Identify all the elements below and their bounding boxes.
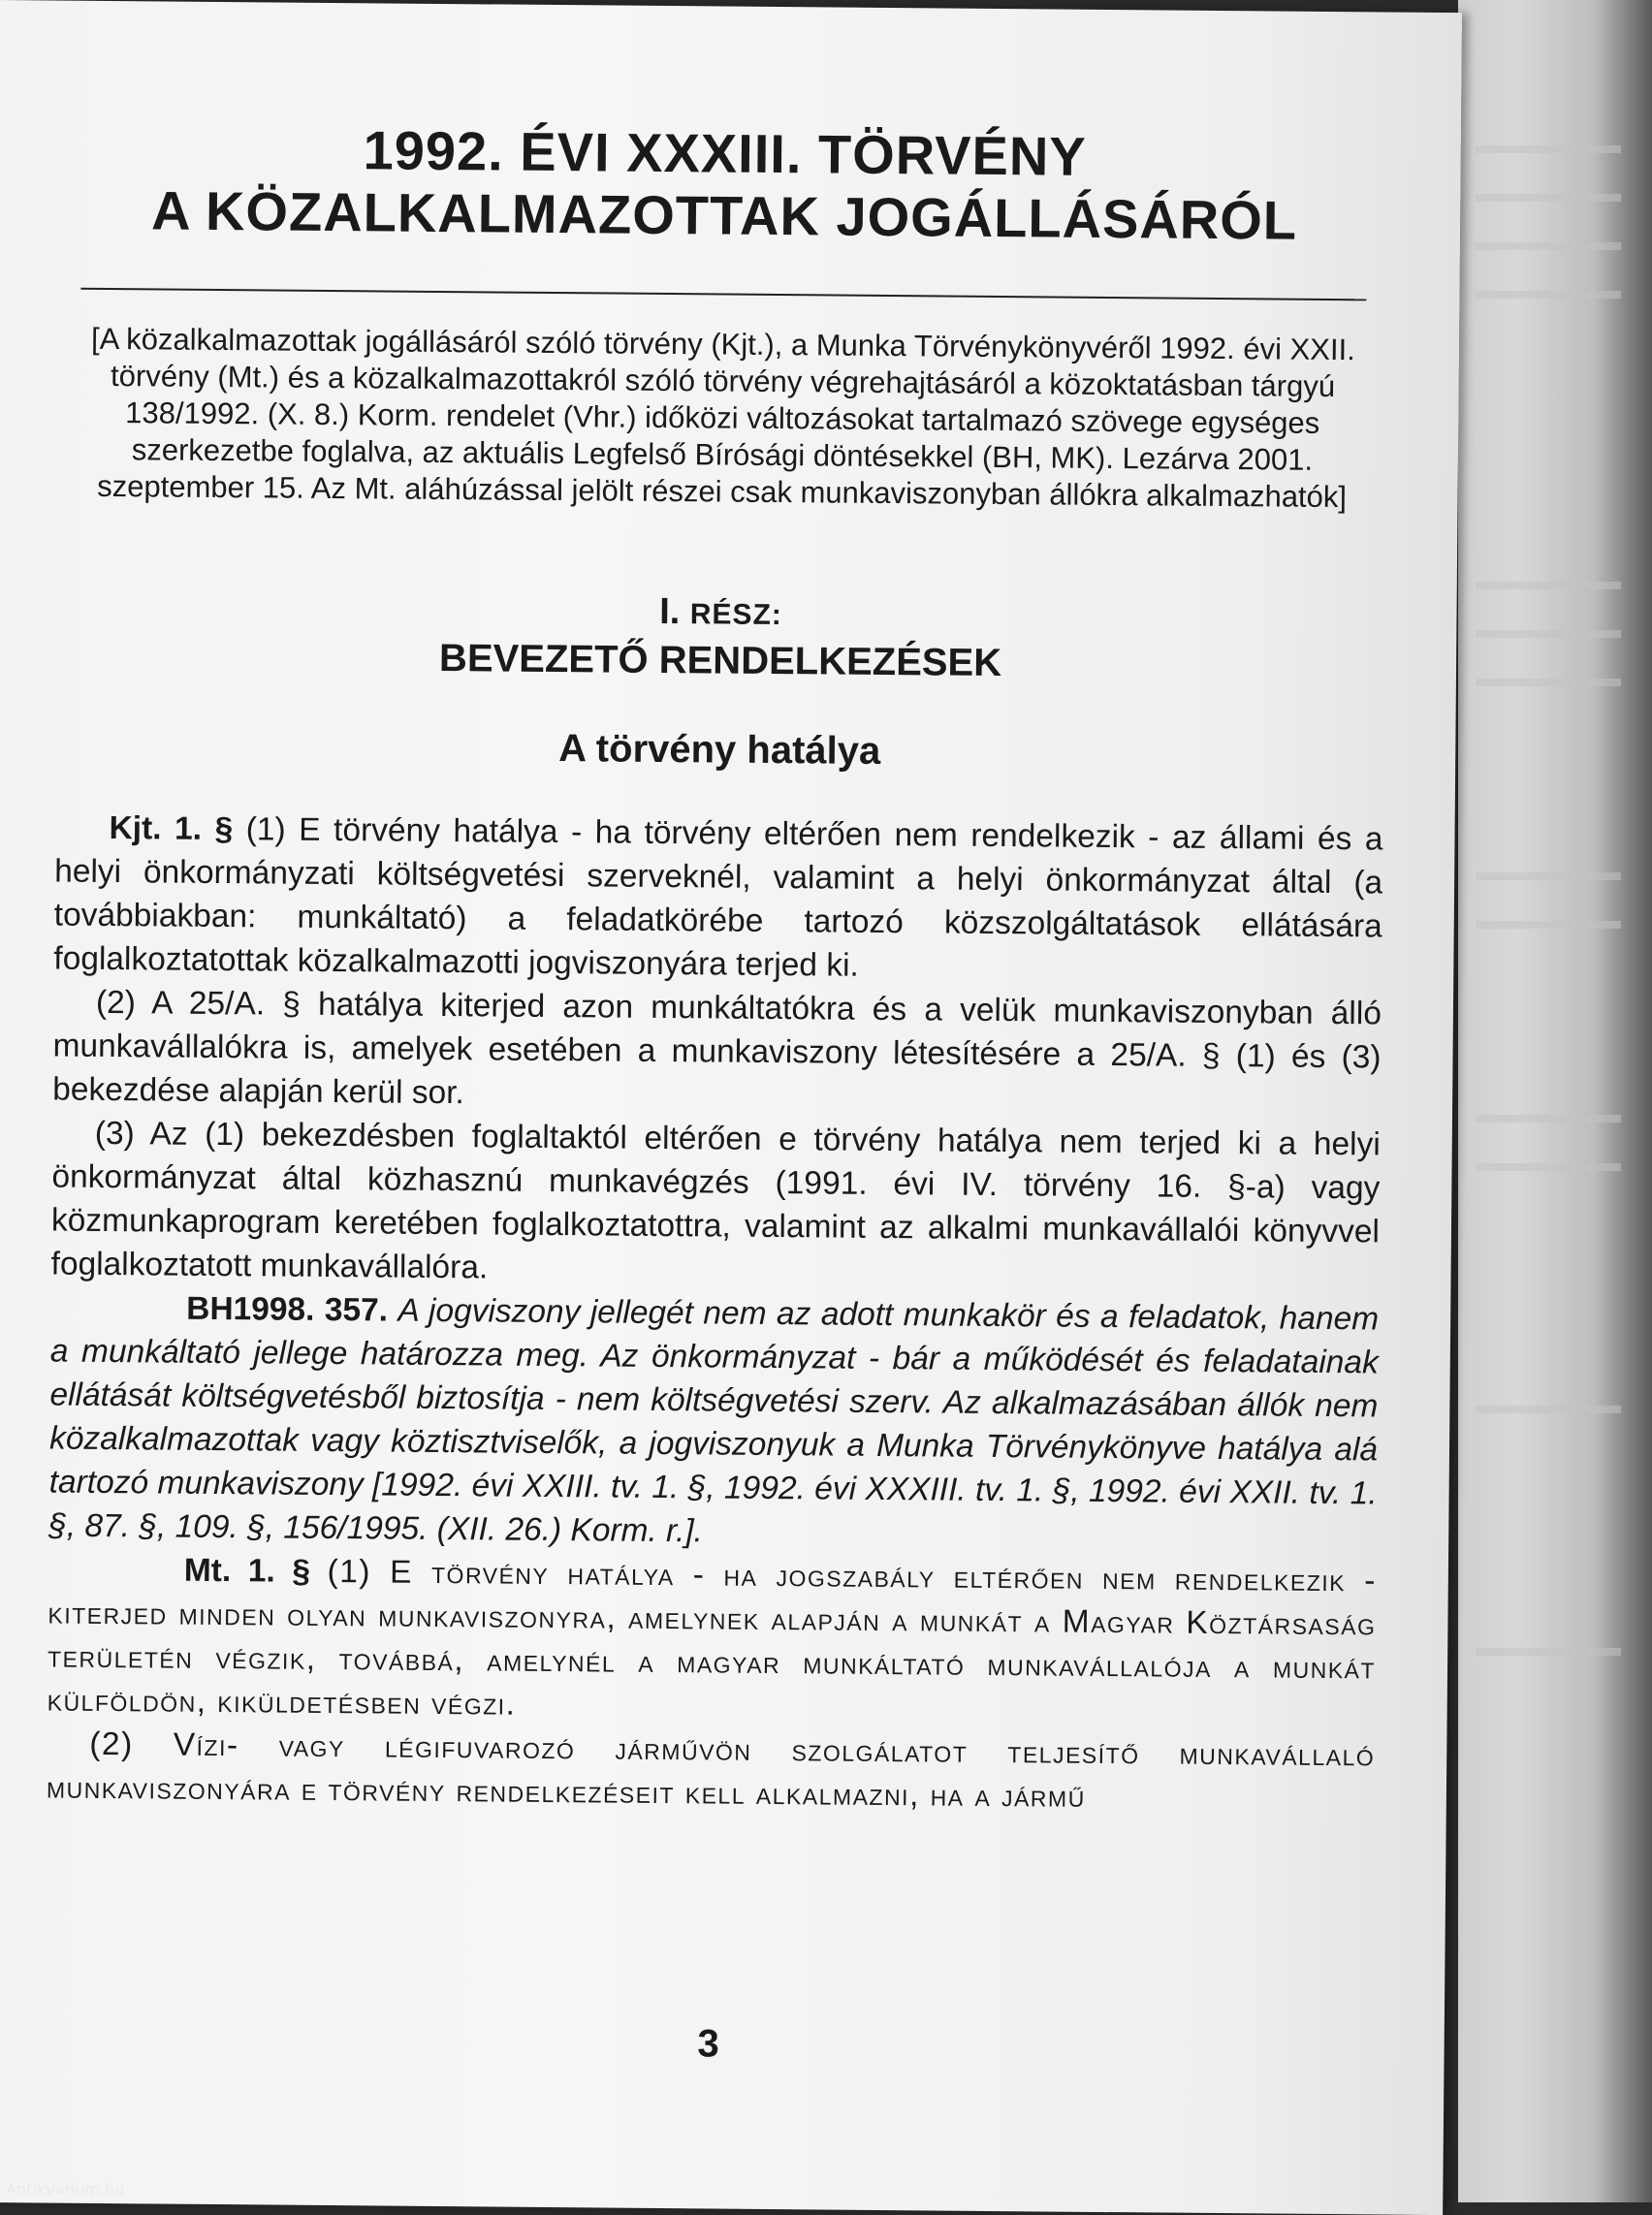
document-title [60, 117, 1389, 253]
title-divider [80, 288, 1366, 301]
part-number-prefix: I. [658, 590, 681, 633]
mt1-paragraph-2 [47, 1722, 1376, 1820]
adjacent-page-edge [1458, 0, 1652, 2202]
page-number: 3 [697, 2022, 719, 2066]
ghost-text-line [1476, 242, 1621, 250]
ghost-text-line [1476, 679, 1621, 686]
ghost-text-line [1476, 145, 1621, 153]
mt1-paragraph-2-text: (2) Vízi- vagy légifuvarozó járművön szolgálatot teljesítő munkavállaló munkaviszonyára e törvény rendelkezéseit kell alkalmazni, ha a jármű [46, 1725, 1376, 1815]
ghost-text-line [1476, 194, 1621, 202]
ghost-text-line [1476, 921, 1621, 929]
part-title: BEVEZETŐ RENDELKEZÉSEK [438, 636, 1002, 685]
court-decision-label: BH1998. 357. [186, 1290, 389, 1329]
court-decision-text: A jogviszony jellegét nem az adott munkakör és a feladatok, hanem a munkáltató jellege határozza meg. Az önkormányzat - bár a működését és feladatainak ellátását költségvetésből biztosítja - nem költségvetési szerv. Az alkalmazásában állók nem közalkalmazottak vagy köztisztviselők, a jogviszonyuk a Munka Törvénykönyve hatálya alá tartozó munkaviszony [1992. évi XXIII. tv. 1. §, 1992. évi XXXIII. tv. 1. §, 1992. évi XXII. tv. 1. §, 87. §, 109. §, 156/1995. (XII. 26.) Korm. r.]. [48, 1292, 1380, 1550]
ghost-text-line [1476, 872, 1621, 880]
ghost-text-line [1476, 1648, 1621, 1656]
section-title: A törvény hatálya [558, 727, 881, 773]
document-body [47, 807, 1383, 1821]
kjt1-paragraph-1 [53, 807, 1383, 993]
kjt1-label: Kjt. 1. § [109, 810, 234, 848]
watermark: Antikvarium.hu [6, 2180, 125, 2199]
kjt1-paragraph-3: (3) Az (1) bekezdésben foglaltaktól eltérően e törvény hatálya nem terjed ki a helyi önkormányzat által közhasznú munkavégzés (1991. évi IV. törvény 16. §-a) vagy közmunkaprogram keretében foglalkoztatottra, valamint az alkalmi munkavállalói könyvvel foglalkoztatott munkavállalóra. [50, 1115, 1381, 1286]
mt1-paragraph-1-text: (1) E törvény hatálya - ha jogszabály eltérően nem rendelkezik - kiterjed minden olyan munkaviszonyra, amelynek alapján a munkát a Magyar Köztársaság területén végzik, továbbá, amelynél a magyar munkáltató munkavállalója a munkát külföldön, kiküldetésben végzi. [47, 1554, 1377, 1723]
ghost-text-line [1476, 291, 1621, 299]
mt1-label: Mt. 1. § [183, 1552, 311, 1590]
ghost-text-line [1476, 1406, 1621, 1413]
title-line-2: A KÖZALKALMAZOTTAK JOGÁLLÁSÁRÓL [150, 179, 1298, 251]
editorial-note: [A közalkalmazottak jogállásáról szóló törvény (Kjt.), a Munka Törvénykönyvéről 1992. évi XXII. törvény (Mt.) és a közalkalmazottakról szóló törvény végrehajtásáról a közoktatásban tárgyú 138/1992. (X. 8.) Korm. rendelet (Vhr.) időközi változásokat tartalmazó szövege egységes szerkezetbe foglalva, az aktuális Legfelső Bírósági döntésekkel (BH, MK). Lezárva 2001. szeptember 15. Az Mt. aláhúzással jelölt részei csak munkaviszonyban állókra alkalmazhatók] [90, 321, 1355, 515]
part-number-word: RÉSZ: [689, 598, 782, 632]
kjt1-paragraph-2: (2) A 25/A. § hatálya kiterjed azon munkáltatókra és a velük munkaviszonyban álló munkavállalókra is, amelyek esetében a munkaviszony létesítésére a 25/A. § (1) és (3) bekezdése alapján kerül sor. [52, 984, 1382, 1112]
ghost-text-line [1476, 582, 1621, 589]
kjt1-paragraph-1-text: (1) E törvény hatálya - ha törvény eltérően nem rendelkezik - az állami és a helyi önkormányzati költségvetési szerveknél, valamint a helyi önkormányzat által (a továbbiakban: munkáltató) a feladatkörébe tartozó közszolgáltatások ellátására foglalkoztatottak közalkalmazotti jogviszonyára terjed ki. [53, 811, 1383, 984]
title-line-1: 1992. ÉVI XXXIII. TÖRVÉNY [363, 119, 1087, 187]
ghost-text-line [1476, 630, 1621, 638]
ghost-text-line [1476, 1163, 1621, 1171]
court-decision [48, 1286, 1379, 1560]
mt1-paragraph-1 [47, 1547, 1377, 1733]
ghost-text-line [1476, 1115, 1621, 1123]
page-content [46, 117, 1389, 2066]
